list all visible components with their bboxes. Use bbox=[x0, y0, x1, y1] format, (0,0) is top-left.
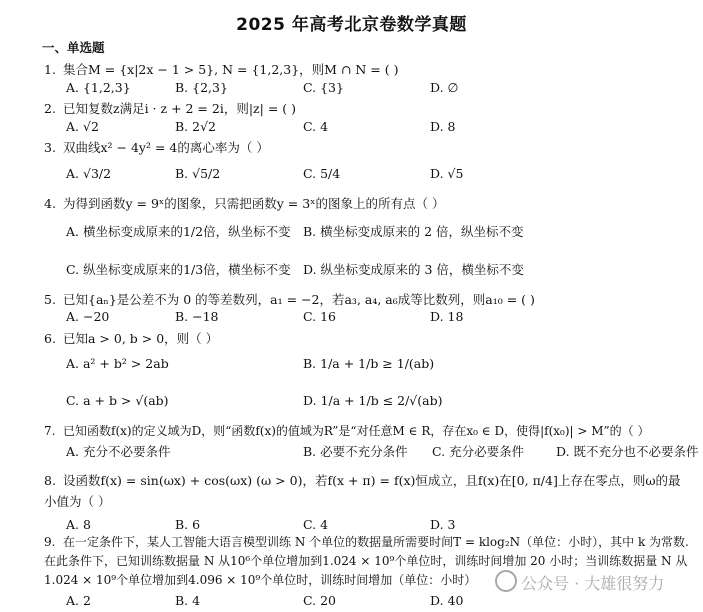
question-4: 4. 为得到函数y = 9ˣ的图象，只需把函数y = 3ˣ的图象上的所有点（ ） bbox=[44, 196, 445, 211]
option-b: B. √5/2 bbox=[175, 166, 221, 181]
question-9: 9. 在一定条件下，某人工智能大语言模型训练 N 个单位的数据量所需要时间T = klog₂N（单位：小时），其中 k 为常数. 在此条件下，已知训练数据量 N 从10⁶个单位增加到1.024 × 10⁹个单位时，训练时间增加 20 小时；当训练数据量 N 从1.024 × 10⁹个单位增加到4.096 × 10⁹个单位时，训练时间增加（单位：小时） bbox=[44, 535, 689, 587]
watermark-text: 公众号 · 大雄很努力 bbox=[521, 574, 665, 593]
question-stem: 双曲线x² − 4y² = 4的离心率为（ ） bbox=[63, 140, 269, 155]
question-7: 7. 已知函数f(x)的定义域为D，则“函数f(x)的值域为R”是“对任意M ∈ R，存在x₀ ∈ D，使得|f(x₀)| > M”的（ ） bbox=[44, 424, 650, 438]
option-d: D. 3 bbox=[430, 517, 456, 532]
question-8: 8. 设函数f(x) = sin(ωx) + cos(ωx) (ω > 0)，若f(x + π) = f(x)恒成立，且f(x)在[0, π/4]上存在零点，则ω的最小值为（ ） bbox=[44, 473, 681, 509]
option-a: A. −20 bbox=[66, 309, 110, 324]
question-stem: 已知函数f(x)的定义域为D，则“函数f(x)的值域为R”是“对任意M ∈ R，存在x₀ ∈ D，使得|f(x₀)| > M”的（ ） bbox=[63, 424, 650, 438]
question-stem: 集合M = {x|2x − 1 > 5}, N = {1,2,3}，则M ∩ N = ( ) bbox=[63, 62, 399, 77]
option-a: A. 8 bbox=[66, 517, 91, 532]
option-d: D. 既不充分也不必要条件 bbox=[556, 444, 699, 459]
option-b: B. 必要不充分条件 bbox=[303, 444, 408, 459]
option-c: C. a + b > √(ab) bbox=[66, 393, 169, 408]
option-a: A. 充分不必要条件 bbox=[66, 444, 171, 459]
option-c: C. {3} bbox=[303, 80, 344, 95]
question-1: 1. 集合M = {x|2x − 1 > 5}, N = {1,2,3}，则M ∩ N = ( ) bbox=[44, 62, 399, 77]
option-d: D. √5 bbox=[430, 166, 464, 181]
question-5: 5. 已知{aₙ}是公差不为 0 的等差数列，a₁ = −2，若a₃, a₄, a₆成等比数列，则a₁₀ = ( ) bbox=[44, 292, 535, 307]
question-3: 3. 双曲线x² − 4y² = 4的离心率为（ ） bbox=[44, 140, 269, 155]
option-a: A. √2 bbox=[66, 119, 99, 134]
question-stem: 已知a > 0, b > 0，则（ ） bbox=[63, 331, 219, 346]
option-a: A. {1,2,3} bbox=[66, 80, 131, 95]
option-a: A. 横坐标变成原来的1/2倍，纵坐标不变 bbox=[66, 224, 291, 239]
option-c: C. 16 bbox=[303, 309, 336, 324]
option-b: B. −18 bbox=[175, 309, 219, 324]
option-c: C. 纵坐标变成原来的1/3倍，横坐标不变 bbox=[66, 262, 291, 277]
option-d: D. 18 bbox=[430, 309, 464, 324]
option-a: A. a² + b² > 2ab bbox=[66, 356, 169, 371]
option-d: D. 40 bbox=[430, 593, 464, 608]
option-a: A. √3/2 bbox=[66, 166, 112, 181]
question-2: 2. 已知复数z满足i · z + 2 = 2i，则|z| = ( ) bbox=[44, 101, 296, 116]
wechat-icon bbox=[495, 570, 517, 592]
option-a: A. 2 bbox=[66, 593, 91, 608]
option-b: B. 1/a + 1/b ≥ 1/(ab) bbox=[303, 356, 435, 371]
question-stem: 已知复数z满足i · z + 2 = 2i，则|z| = ( ) bbox=[63, 101, 296, 116]
option-c: C. 充分必要条件 bbox=[432, 444, 525, 459]
option-b: B. {2,3} bbox=[175, 80, 228, 95]
option-b: B. 6 bbox=[175, 517, 201, 532]
question-stem: 已知{aₙ}是公差不为 0 的等差数列，a₁ = −2，若a₃, a₄, a₆成等比数列，则a₁₀ = ( ) bbox=[63, 292, 535, 307]
option-c: C. 20 bbox=[303, 593, 336, 608]
option-b: B. 2√2 bbox=[175, 119, 217, 134]
option-b: B. 4 bbox=[175, 593, 201, 608]
question-stem: 为得到函数y = 9ˣ的图象，只需把函数y = 3ˣ的图象上的所有点（ ） bbox=[63, 196, 445, 211]
option-d: D. 纵坐标变成原来的 3 倍，横坐标不变 bbox=[303, 262, 524, 277]
option-b: B. 横坐标变成原来的 2 倍，纵坐标不变 bbox=[303, 224, 524, 239]
option-d: D. ∅ bbox=[430, 80, 459, 95]
question-stem: 设函数f(x) = sin(ωx) + cos(ωx) (ω > 0)，若f(x + π) = f(x)恒成立，且f(x)在[0, π/4]上存在零点，则ω的最小值为（ ） bbox=[44, 473, 681, 509]
question-stem: 在一定条件下，某人工智能大语言模型训练 N 个单位的数据量所需要时间T = klog₂N（单位：小时），其中 k 为常数. 在此条件下，已知训练数据量 N 从10⁶个单位增加到1.024 × 10⁹个单位时，训练时间增加 20 小时；当训练数据量 N 从1.024 × 10⁹个单位增加到4.096 × 10⁹个单位时，训练时间增加（单位：小时） bbox=[44, 535, 689, 587]
option-c: C. 4 bbox=[303, 517, 329, 532]
option-d: D. 1/a + 1/b ≤ 2/√(ab) bbox=[303, 393, 443, 408]
section-heading: 一、单选题 bbox=[42, 40, 105, 55]
option-d: D. 8 bbox=[430, 119, 456, 134]
option-c: C. 5/4 bbox=[303, 166, 341, 181]
option-c: C. 4 bbox=[303, 119, 329, 134]
page-title: 2025 年高考北京卷数学真题 bbox=[236, 15, 467, 35]
question-6: 6. 已知a > 0, b > 0，则（ ） bbox=[44, 331, 219, 346]
watermark bbox=[495, 570, 664, 594]
